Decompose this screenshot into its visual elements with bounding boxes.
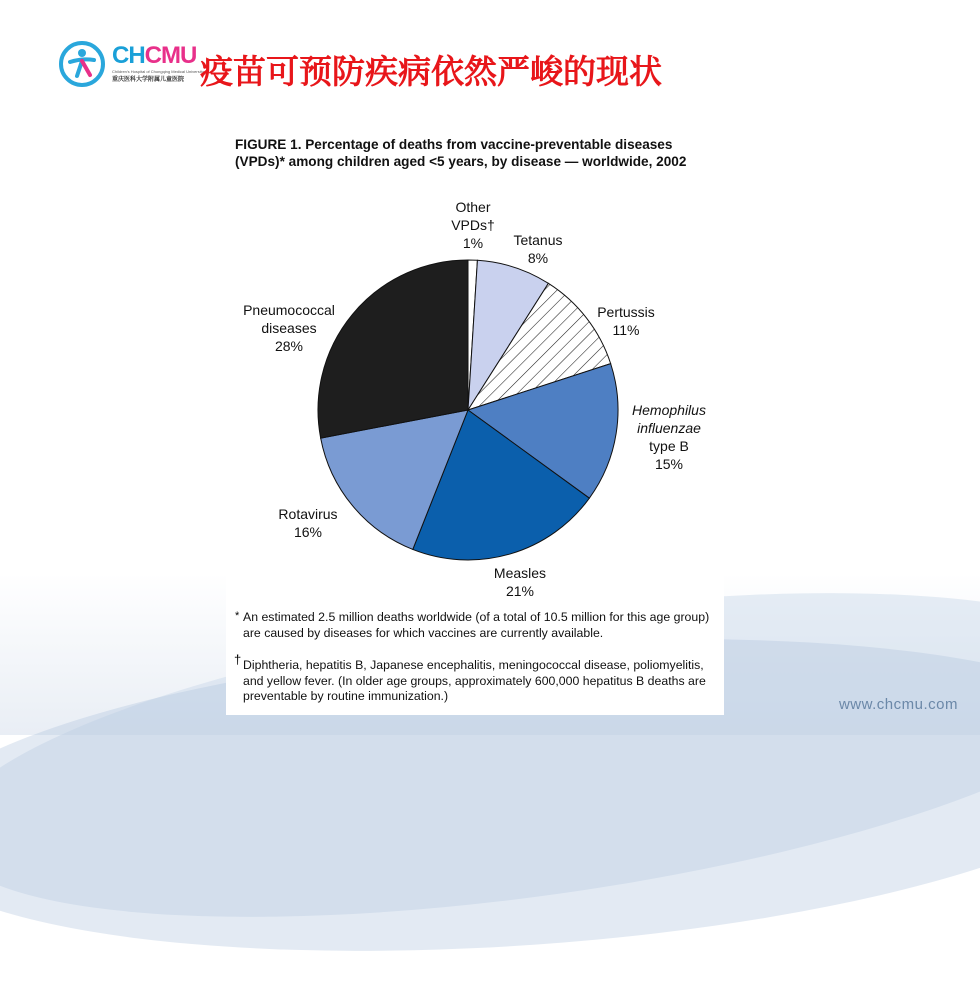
pie-slice-pneumococcal-diseases [318,260,468,438]
website-url: www.chcmu.com [838,696,958,713]
logo-subtitle-cn: 重庆医科大学附属儿童医院 [112,77,185,83]
hospital-logo-icon [58,40,106,88]
slide-title: 疫苗可预防疾病依然严峻的现状 [200,52,662,91]
logo-ch: CH [112,42,145,69]
pie-chart [226,188,724,668]
footnote-2: Diphtheria, hepatitis B, Japanese encephalitis, meningococcal disease, poliomyelitis, and yellow fever. (In older age groups, approximately 600,000 hepatitus B deaths are preventable by routine immunization.) [243,658,706,704]
footnote1-mark: * [235,610,240,622]
figure-title: FIGURE 1. Percentage of deaths from vaccine-preventable diseases (VPDs)* among children aged <5 years, by disease — worldwide, 2002 [235,137,687,169]
figure-panel [226,128,724,715]
slice-label-3: Hemophilus influenzae type B 15% [632,402,706,472]
slice-label-4: Measles 21% [493,565,547,599]
slice-label-2: Pertussis 11% [597,304,655,338]
footnote2-mark: † [234,652,242,667]
logo-subtitle-en: Children's Hospital of Chongqing Medical University [112,69,204,74]
footnote-1: An estimated 2.5 million deaths worldwide (of a total of 10.5 million for this age group) are caused by diseases for which vaccines are currently available. [243,610,710,640]
slice-label-5: Rotavirus 16% [278,506,338,540]
slice-label-1: Tetanus 8% [513,232,563,266]
slice-label-6: Pneumococcal diseases 28% [243,302,335,354]
logo-cmu: CMU [144,42,197,69]
logo-wordmark [112,44,204,83]
slice-label-0: Other VPDs† 1% [451,199,495,251]
